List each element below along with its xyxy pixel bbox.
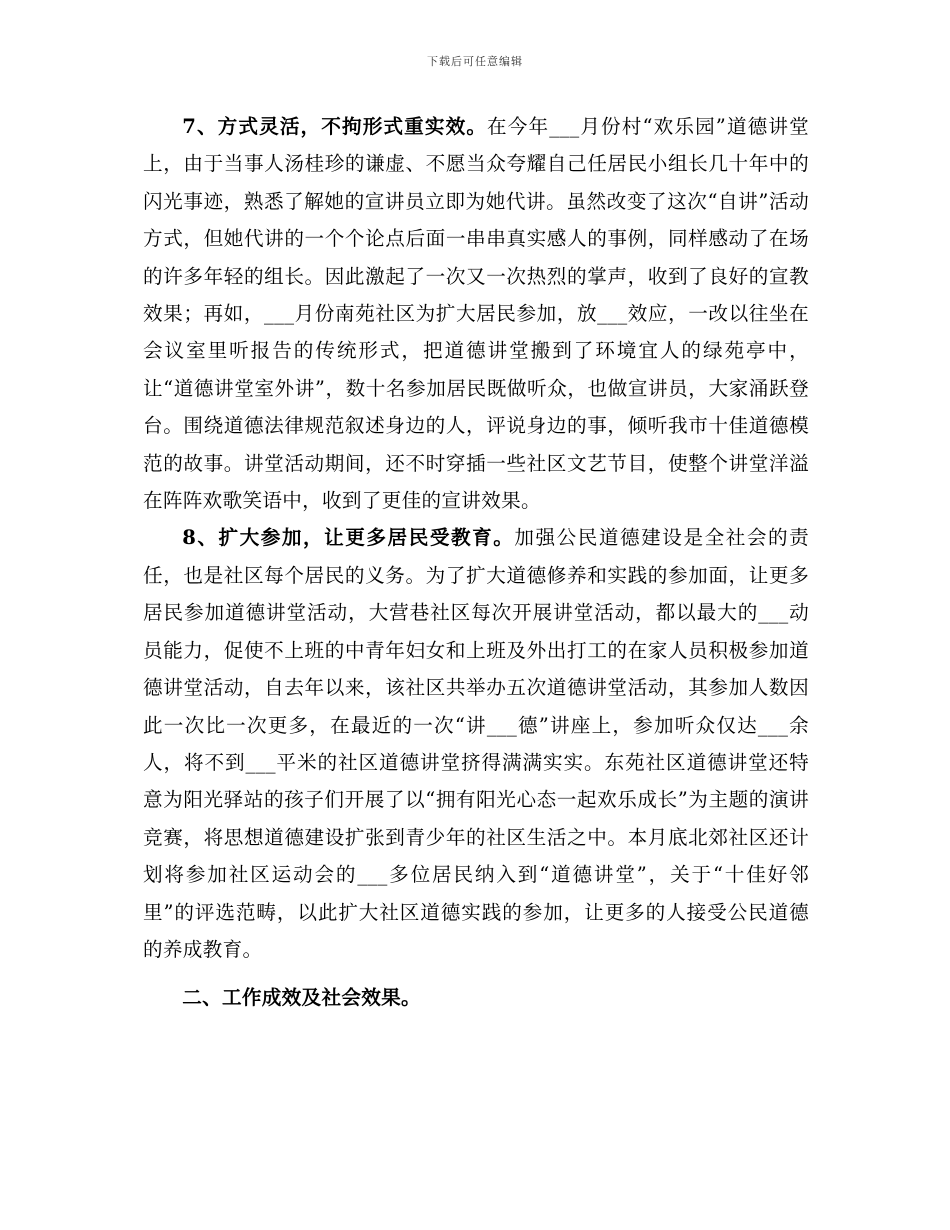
paragraph-7-heading: 7、方式灵活，不拘形式重实效。 [182, 115, 488, 138]
paragraph-7 [143, 108, 809, 519]
paragraph-7-text: 在今年___月份村“欢乐园”道德讲堂上，由于当事人汤桂珍的谦虚、不愿当众夸耀自己任居民小组长几十年中的闪光事迹，熟悉了解她的宣讲员立即为她代讲。虽然改变了这次“自讲”活动方式，但她代讲的一个个论点后面一串串真实感人的事例，同样感动了在场的许多年轻的组长。因此激起了一次又一次热烈的掌声，收到了良好的宣教效果；再如，___月份南苑社区为扩大居民参加，放___效应，一改以往坐在会议室里听报告的传统形式，把道德讲堂搬到了环境宜人的绿苑亭中，让“道德讲堂室外讲”，数十名参加居民既做听众，也做宣讲员，大家涌跃登台。围绕道德法律规范叙述身边的人，评说身边的事，倾听我市十佳道德模范的故事。讲堂活动期间，还不时穿插一些社区文艺节目，使整个讲堂洋溢在阵阵欢歌笑语中，收到了更佳的宣讲效果。 [143, 115, 809, 513]
page-header-note: 下载后可任意编辑 [427, 55, 523, 68]
paragraph-8-heading: 8、扩大参加，让更多居民受教育。 [182, 526, 515, 550]
section-heading: 二、工作成效及社会效果。 [182, 986, 421, 1010]
document-body [143, 108, 809, 1017]
paragraph-8-text: 加强公民道德建设是全社会的责任，也是社区每个居民的义务。为了扩大道德修养和实践的参加面，让更多居民参加道德讲堂活动，大营巷社区每次开展讲堂活动，都以最大的___动员能力，促使不上班的中青年妇女和上班及外出打工的在家人员积极参加道德讲堂活动，自去年以来，该社区共举办五次道德讲堂活动，其参加人数因此一次比一次更多，在最近的一次“讲___德”讲座上，参加听众仅达___余人，将不到___平米的社区道德讲堂挤得满满实实。东苑社区道德讲堂还特意为阳光驿站的孩子们开展了以“拥有阳光心态一起欢乐成长”为主题的演讲竞赛，将思想道德建设扩张到青少年的社区生活之中。本月底北郊社区还计划将参加社区运动会的___多位居民纳入到“道德讲堂”，关于“十佳好邻里”的评选范畴，以此扩大社区道德实践的参加，让更多的人接受公民道德的养成教育。 [143, 526, 810, 961]
paragraph-8 [143, 519, 809, 968]
